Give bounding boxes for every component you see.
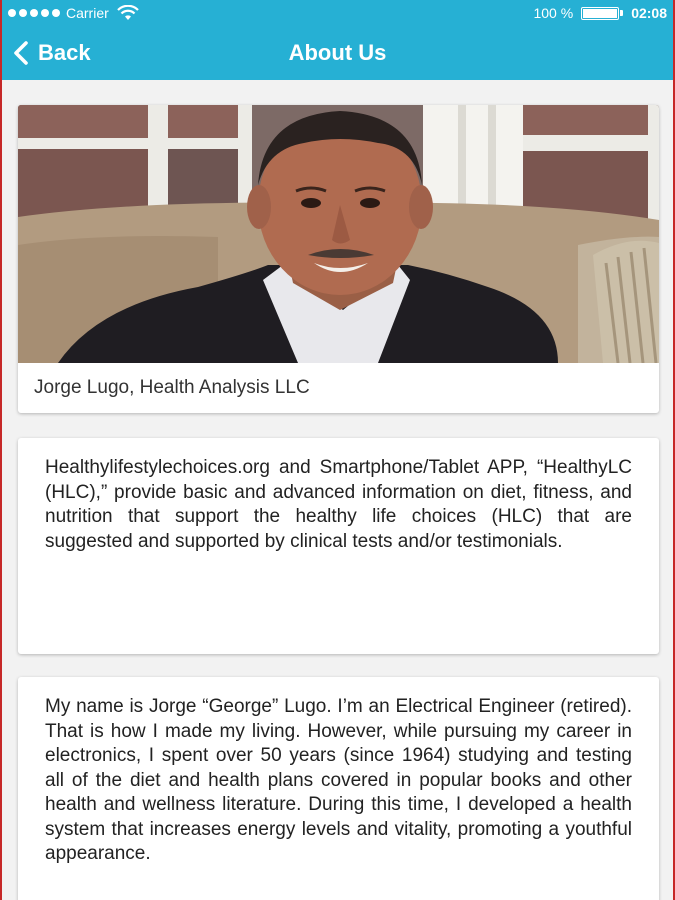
about-card-intro [18,438,659,654]
profile-photo [18,105,659,363]
carrier-label: Carrier [66,5,109,21]
about-card-bio [18,677,659,900]
wifi-icon [117,5,139,21]
left-edge-border [0,0,2,900]
navigation-bar [0,26,675,80]
page-title: About Us [288,40,387,65]
back-button[interactable] [12,26,91,80]
about-paragraph-1: Healthylifestylechoices.org and Smartphone/Tablet APP, “HealthyLC (HLC),” provide basic and advanced information on diet, fitness, and nutrition that support the healthy life choices (HLC) that are suggested and supported by clinical tests and/or testimonials. [45,457,632,552]
profile-photo-card [18,105,659,413]
about-paragraph-2: My name is Jorge “George” Lugo. I’m an Electrical Engineer (retired). That is how I made my living. However, while pursuing my career in electronics, I spent over 50 years (since 1964) studying and testing all of the diet and health plans covered in popular books and other health and wellness literature. During this time, I developed a health system that increases energy levels and vitality, promoting a youthful appearance. [45,696,632,864]
status-time: 02:08 [631,5,667,21]
chevron-left-icon [12,40,30,66]
photo-caption: Jorge Lugo, Health Analysis LLC [34,377,310,398]
status-bar [0,0,675,26]
back-button-label: Back [38,40,91,65]
battery-icon [581,7,623,20]
battery-percent: 100 % [533,5,574,21]
signal-dots-icon [8,9,60,17]
content-scroll-area[interactable] [0,80,675,900]
